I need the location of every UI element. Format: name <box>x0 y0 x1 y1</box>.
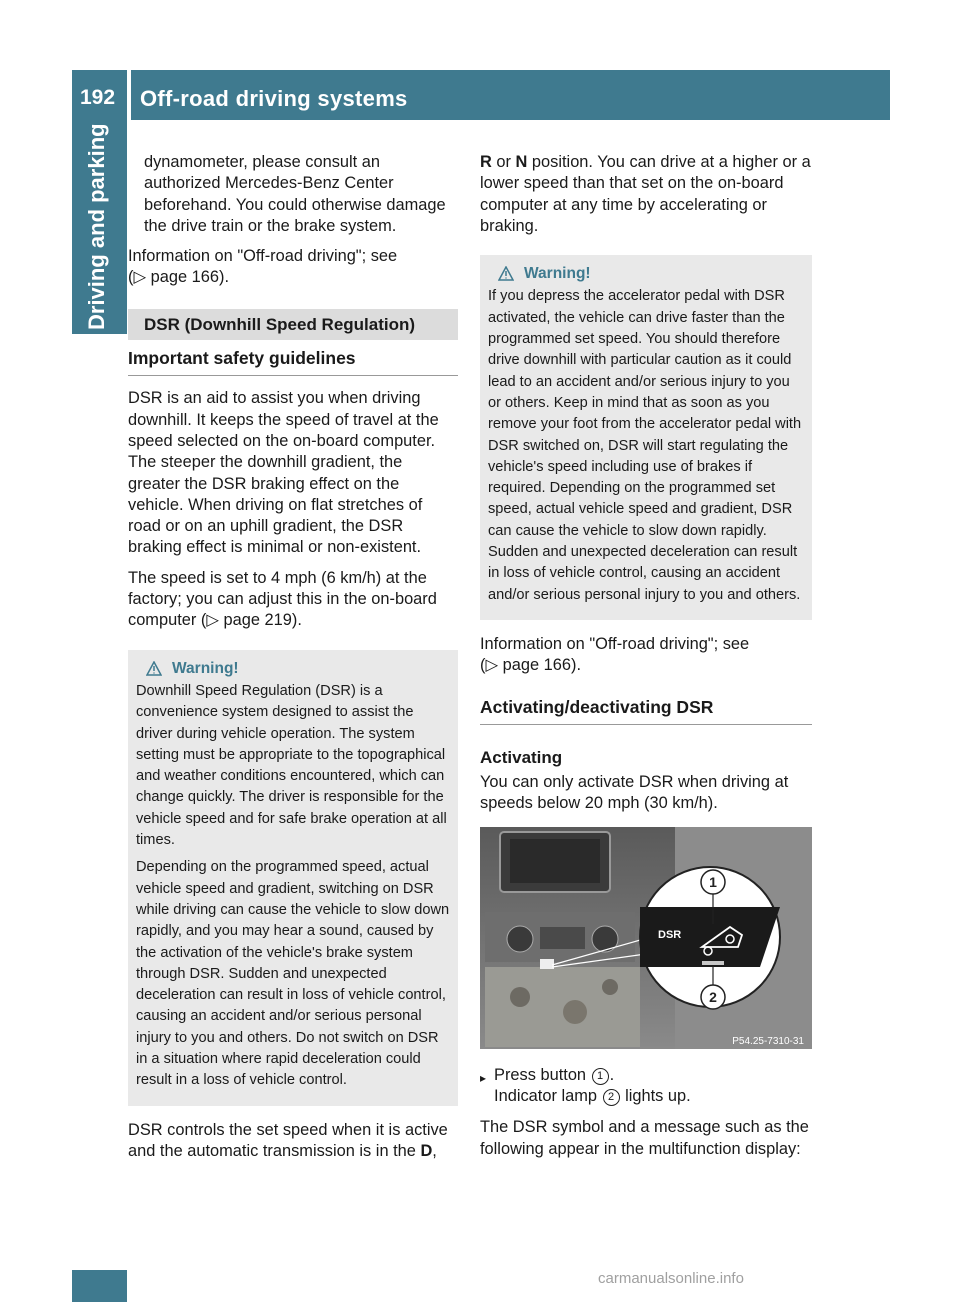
warning-title: Warning! <box>172 659 239 677</box>
dashboard-photo <box>480 827 812 1049</box>
text-run: Press button <box>494 1065 591 1084</box>
dsr-button-label: DSR <box>658 928 682 941</box>
warning-header <box>488 263 804 284</box>
callout-1: 1 <box>709 873 717 890</box>
text-run: position. You can drive at a higher or a lower speed than that set on the on-board computer at any time by accelerating or braking. <box>480 153 811 235</box>
right-column <box>480 152 812 1169</box>
left-column <box>128 152 458 1171</box>
page-number: 192 <box>80 86 116 109</box>
side-tab-label: Driving and parking <box>84 123 109 330</box>
callout-ref-2: 2 <box>603 1089 620 1106</box>
callout-ref-1: 1 <box>592 1068 609 1085</box>
gear-position: D <box>420 1141 433 1160</box>
image-reference-code: P54.25-7310-31 <box>732 1035 804 1047</box>
warning-title: Warning! <box>524 265 591 283</box>
body-paragraph: You can only activate DSR when driving at speeds below 20 mph (30 km/h). <box>480 773 789 813</box>
warning-header <box>136 658 450 679</box>
section-heading: DSR (Downhill Speed Regulation) <box>128 309 458 340</box>
gear-position: R <box>480 153 492 171</box>
warning-text: If you depress the accelerator pedal with DSR activated, the vehicle can drive faster than the programmed set speed. You should therefore drive downhill with particular caution as it could lead to an accident and/or serious injury to you or others. Keep in mind that as soon as you remove your foot from the accelerator pedal with DSR switched on, DSR will start regulating the vehicle's speed including use of brakes if required. Depending on the programmed set speed, actual vehicle speed and gradient, DSR can cause the vehicle to slow down rapidly. Sudden and unexpected deceleration can result in loss of vehicle control, causing an accident and/or serious personal injury to you and others. <box>488 288 802 603</box>
subsection-heading: Important safety guidelines <box>128 348 458 376</box>
side-marker <box>72 1270 127 1302</box>
instruction-step <box>480 1065 812 1108</box>
text-run: lights up. <box>620 1087 691 1106</box>
page-title: Off-road driving systems <box>140 86 408 111</box>
step-arrow-icon: ▸ <box>480 1070 487 1085</box>
body-paragraph: The DSR symbol and a message such as the following appear in the multifunction display: <box>480 1118 809 1158</box>
activating-heading: Activating <box>480 747 563 767</box>
text-run: , <box>432 1141 437 1160</box>
body-paragraph <box>128 1120 458 1163</box>
info-reference <box>128 246 458 289</box>
text-run: DSR controls the set speed when it is active and the automatic transmission is in the <box>128 1120 448 1160</box>
page-link[interactable]: (▷ page 166). <box>480 656 581 675</box>
warning-box <box>128 650 458 1106</box>
warning-box <box>480 255 812 620</box>
subsection-heading: Activating/deactivating DSR <box>480 697 812 725</box>
warning-text: Depending on the programmed speed, actual vehicle speed and gradient, switching on DSR while driving can cause the vehicle to slow down rapidly, and you may hear a sound, caused by the activation of the vehicle's brake system through DSR. Sudden and unexpected deceleration can result in loss of vehicle control, causing an accident and/or serious personal injury to you and others. Do not switch on DSR in a situation where rapid deceleration could result in a loss of vehicle control. <box>136 859 450 1089</box>
body-paragraph <box>480 152 812 237</box>
gear-position: N <box>515 153 528 171</box>
body-paragraph: DSR is an aid to assist you when driving downhill. It keeps the speed of travel at the speed selected on the on-board computer. The steeper the downhill gradient, the greater the DSR braking effect on the vehicle. When driving on flat stretches of road or on an uphill gradient, the DSR braking effect is minimal or non-existent. <box>128 389 439 557</box>
text-run: Indicator lamp <box>494 1087 602 1106</box>
callout-2: 2 <box>709 988 717 1005</box>
page-link[interactable]: (▷ page 166). <box>128 268 229 287</box>
step-text <box>494 1065 691 1108</box>
continued-paragraph: dynamometer, please consult an authorized Mercedes-Benz Center beforehand. You could otherwise damage the drive train or the brake system. <box>144 153 446 235</box>
text-run: or <box>491 153 516 171</box>
header-divider <box>127 70 131 120</box>
info-text: Information on "Off-road driving"; see <box>128 247 398 266</box>
info-reference <box>480 634 812 677</box>
warning-triangle-icon <box>146 661 162 676</box>
body-paragraph: The speed is set to 4 mph (6 km/h) at the factory; you can adjust this in the on-board computer (▷ page 219). <box>128 568 437 630</box>
info-text: Information on "Off-road driving"; see <box>480 634 750 653</box>
text-run: . <box>609 1065 615 1084</box>
dashboard-illustration <box>480 827 812 1049</box>
warning-text: Downhill Speed Regulation (DSR) is a convenience system designed to assist the driver during vehicle operation. The system setting must be appropriate to the topographical and weather conditions encountered, which can change quickly. The driver is responsible for the vehicle speed and for safe brake operation at all times. <box>136 682 447 849</box>
watermark: carmanualsonline.info <box>598 1270 744 1287</box>
warning-triangle-icon <box>498 266 514 281</box>
